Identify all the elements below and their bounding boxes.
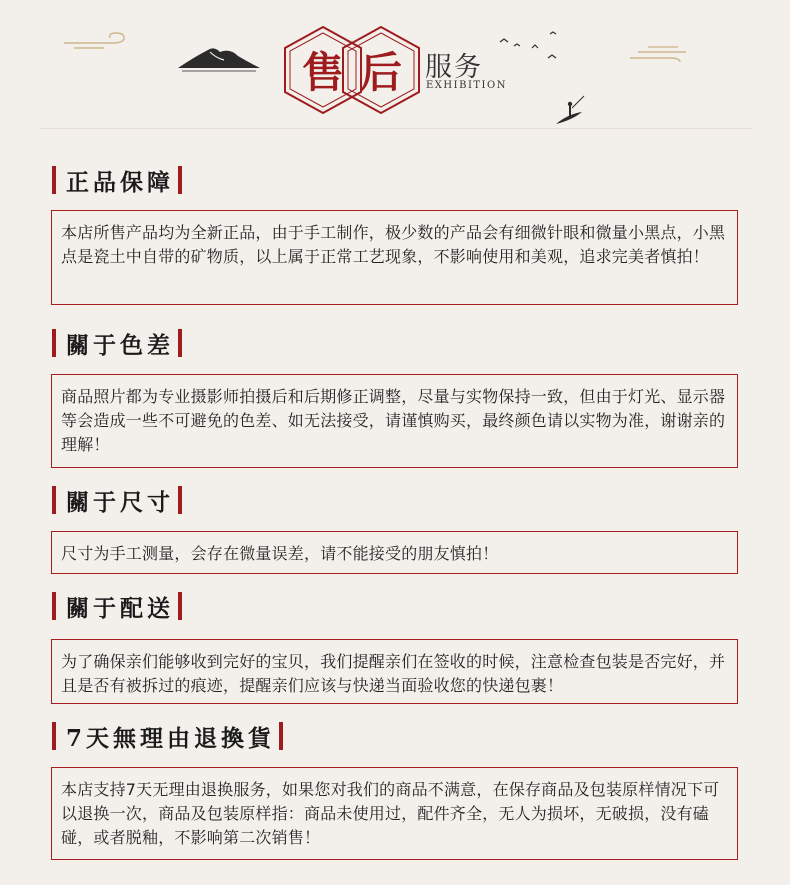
- title-bar-right: [178, 486, 182, 514]
- header-divider: [40, 128, 752, 129]
- cloud-right-icon: [628, 42, 694, 66]
- hexagon-badge-2: [340, 25, 422, 115]
- section-title-genuine: [52, 165, 182, 195]
- page-title: 服务: [425, 52, 483, 83]
- section-title-size: [52, 485, 182, 515]
- section-heading: 關于色差: [66, 331, 174, 359]
- section-title-return: [52, 721, 283, 751]
- section-heading: 7天無理由退換貨: [66, 724, 276, 752]
- section-heading: 關于尺寸: [66, 488, 174, 516]
- hexagon-char-1: 售: [301, 48, 344, 97]
- section-body-color: 商品照片都为专业摄影师拍摄后和后期修正调整，尽量与实物保持一致，但由于灯光、显示器等会造成一些不可避免的色差、如无法接受，请谨慎购买，最终颜色请以实物为准，谢谢亲的理解！: [51, 374, 738, 468]
- section-body-size: 尺寸为手工测量，会存在微量误差，请不能接受的朋友慎拍！: [51, 531, 738, 574]
- title-bar-right: [279, 722, 283, 750]
- boat-fisherman-icon: [550, 92, 590, 132]
- mountain-icon: [176, 40, 262, 74]
- hexagon-char-2: 后: [359, 48, 402, 97]
- birds-icon: [498, 30, 568, 66]
- section-heading: 關于配送: [66, 594, 174, 622]
- section-title-delivery: [52, 591, 182, 621]
- title-bar-right: [178, 166, 182, 194]
- section-body-delivery: 为了确保亲们能够收到完好的宝贝，我们提醒亲们在签收的时候，注意检查包装是否完好，并且是否有被拆过的痕迹，提醒亲们应该与快递当面验收您的快递包裹！: [51, 639, 738, 704]
- section-body-genuine: 本店所售产品均为全新正品，由于手工制作，极少数的产品会有细微针眼和微量小黑点，小黑点是瓷土中自带的矿物质，以上属于正常工艺现象，不影响使用和美观，追求完美者慎拍！: [51, 210, 738, 305]
- title-bar-right: [178, 592, 182, 620]
- section-heading: 正品保障: [66, 168, 174, 196]
- header-banner: [0, 0, 790, 140]
- section-body-return: 本店支持7天无理由退换服务，如果您对我们的商品不满意，在保存商品及包装原样情况下可以退换一次，商品及包装原样指：商品未使用过，配件齐全，无人为损坏，无破损，没有磕碰，或者脱釉，不影响第二次销售！: [51, 767, 738, 860]
- cloud-left-icon: [60, 30, 130, 52]
- title-bar-right: [178, 329, 182, 357]
- section-title-color: [52, 328, 182, 358]
- page-subtitle: EXHIBITION: [426, 80, 507, 91]
